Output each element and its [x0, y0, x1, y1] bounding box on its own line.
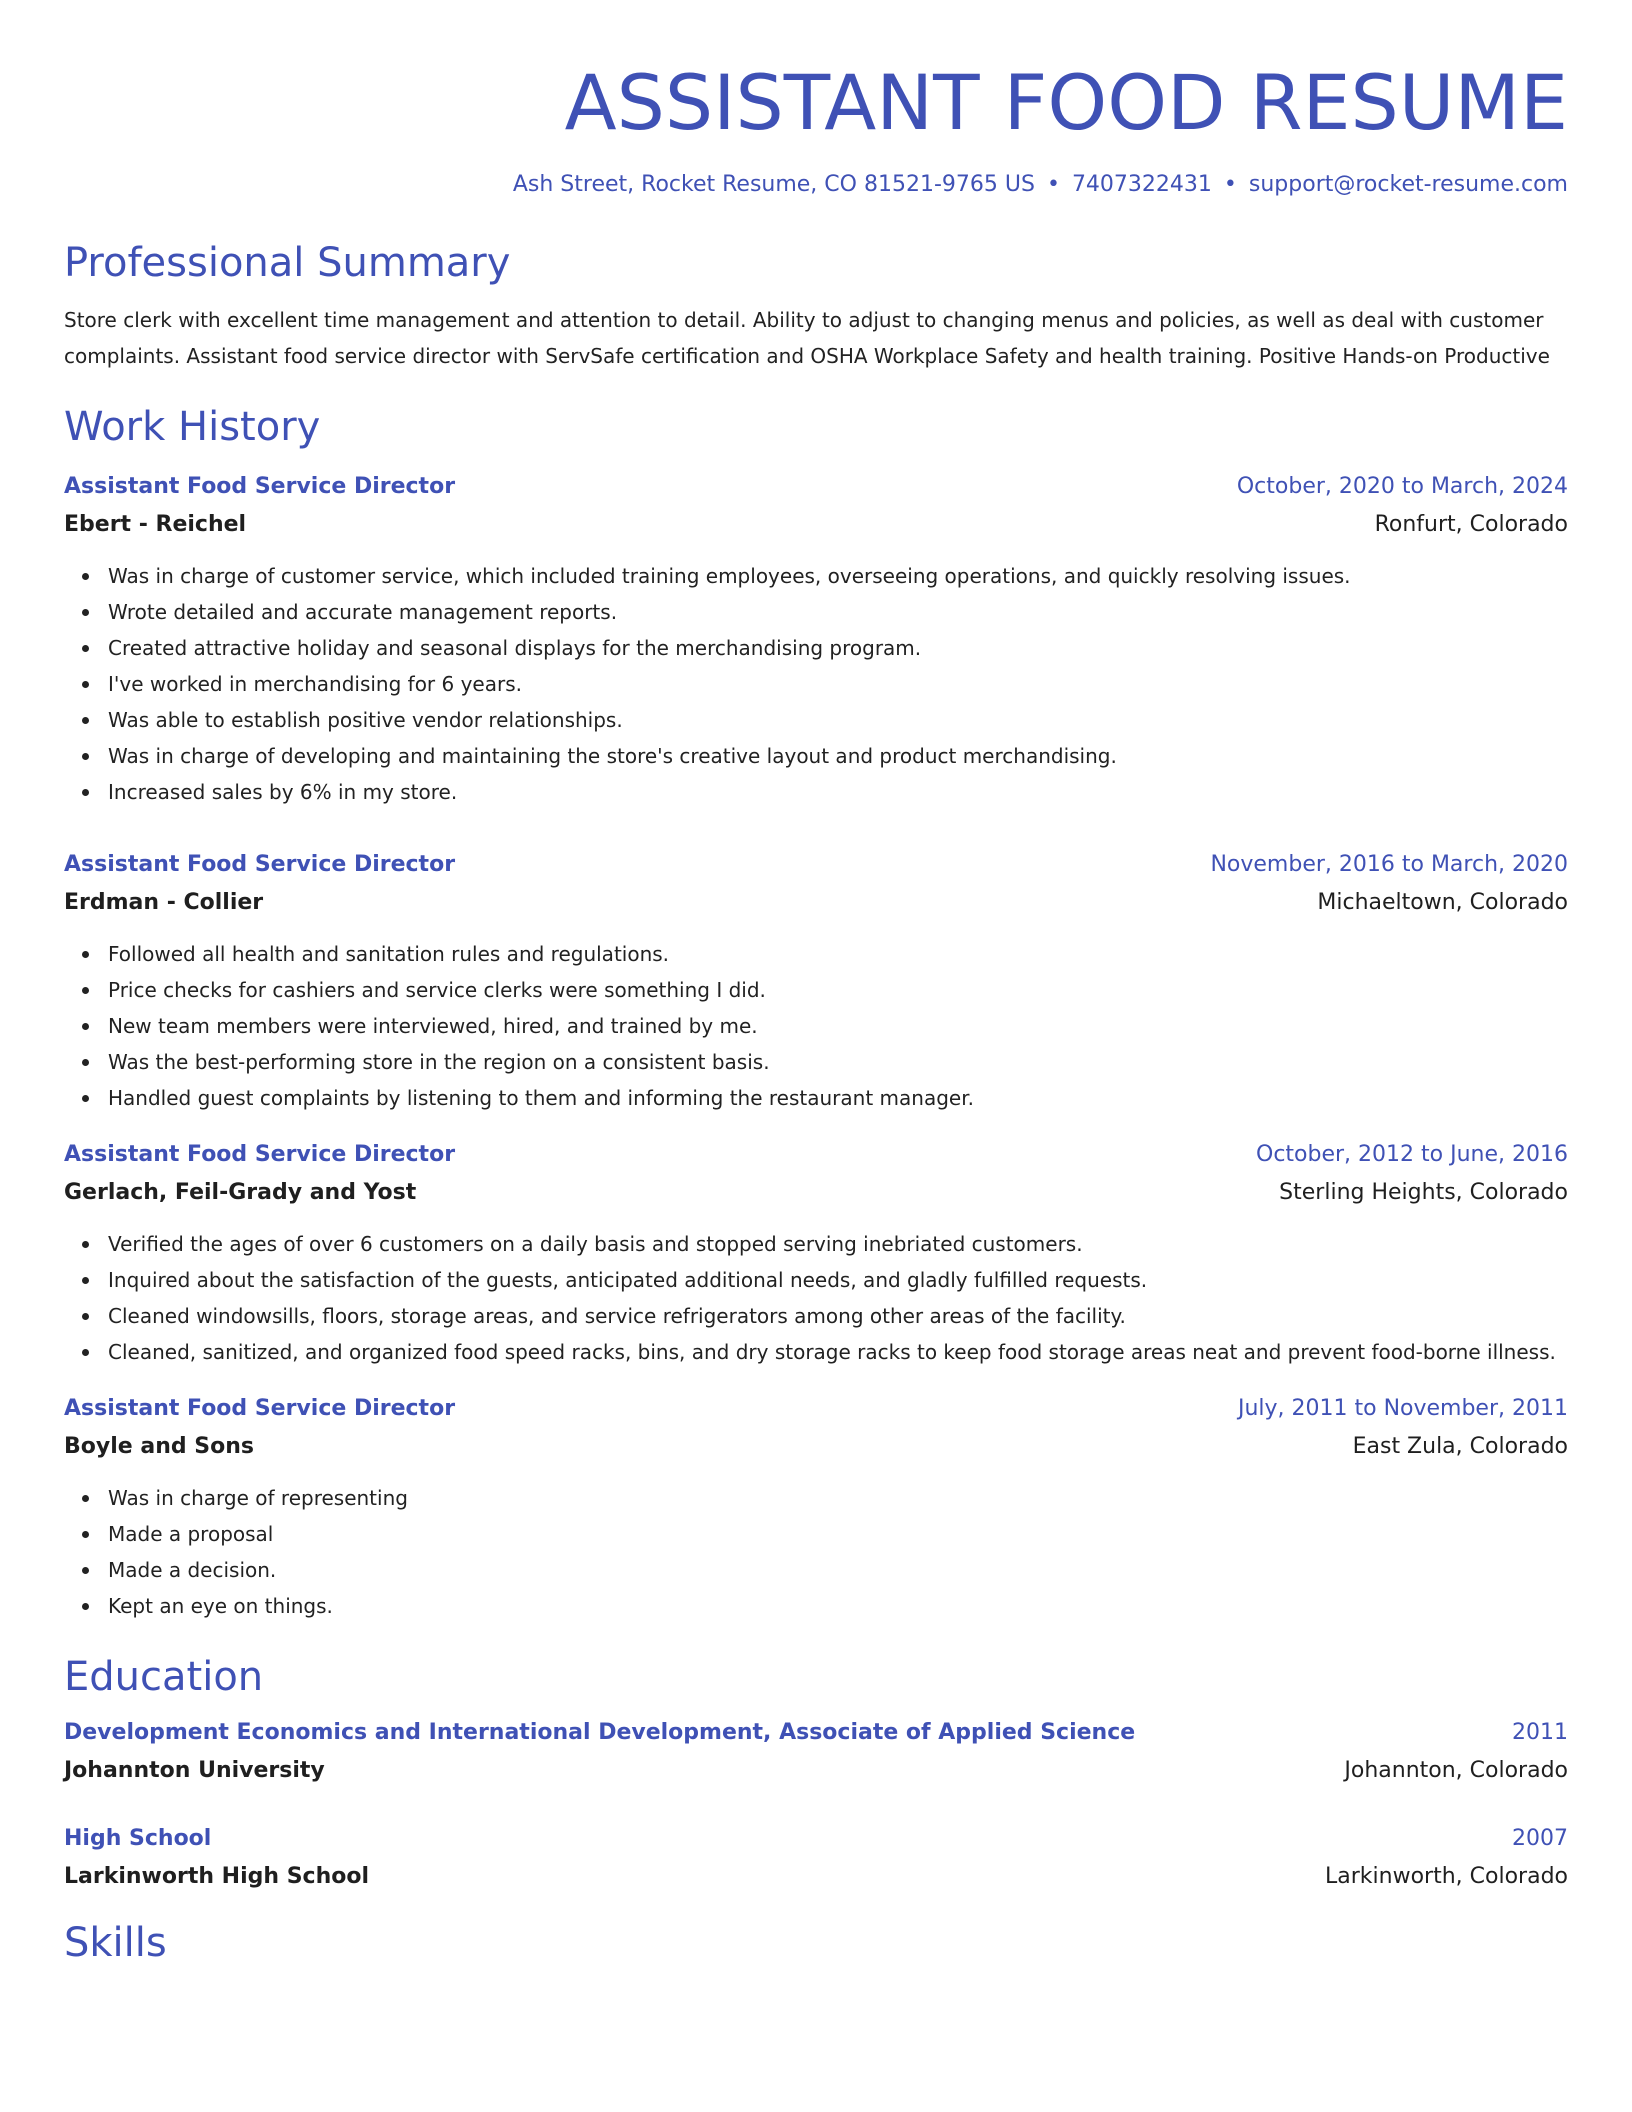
employer: Erdman - Collier: [64, 890, 264, 915]
list-item: Created attractive holiday and seasonal displays for the merchandising program.: [108, 630, 1568, 666]
email-link[interactable]: support@rocket-resume.com: [1248, 172, 1568, 197]
section-title-skills: Skills: [64, 1920, 167, 1966]
graduation-year: 2011: [1512, 1720, 1568, 1745]
list-item: I've worked in merchandising for 6 years.: [108, 666, 1568, 702]
list-item: Was in charge of developing and maintaining the store's creative layout and product merchandising.: [108, 738, 1568, 774]
job-bullets: [64, 1226, 1568, 1370]
list-item: Made a decision.: [108, 1552, 1568, 1588]
list-item: Verified the ages of over 6 customers on a daily basis and stopped serving inebriated customers.: [108, 1226, 1568, 1262]
job-location: Ronfurt, Colorado: [1374, 512, 1568, 537]
job-location: Sterling Heights, Colorado: [1279, 1180, 1568, 1205]
education-entry: [64, 1820, 1568, 1896]
job-dates: July, 2011 to November, 2011: [1237, 1396, 1568, 1421]
phone: 7407322431: [1071, 172, 1212, 197]
employer: Gerlach, Feil-Grady and Yost: [64, 1180, 417, 1205]
degree: High School: [64, 1826, 212, 1851]
list-item: Handled guest complaints by listening to them and informing the restaurant manager.: [108, 1080, 1568, 1116]
employer: Boyle and Sons: [64, 1434, 254, 1459]
job-title: Assistant Food Service Director: [64, 1142, 456, 1167]
list-item: Was able to establish positive vendor relationships.: [108, 702, 1568, 738]
list-item: Cleaned, sanitized, and organized food speed racks, bins, and dry storage racks to keep food storage areas neat and prevent food-borne illness.: [108, 1334, 1568, 1370]
list-item: Kept an eye on things.: [108, 1588, 1568, 1624]
section-title-education: Education: [64, 1654, 264, 1700]
job-dates: October, 2012 to June, 2016: [1256, 1142, 1568, 1167]
job-location: East Zula, Colorado: [1352, 1434, 1568, 1459]
list-item: Was in charge of representing: [108, 1480, 1568, 1516]
school-name: Larkinworth High School: [64, 1864, 370, 1889]
degree: Development Economics and International Development, Associate of Applied Science: [64, 1720, 1136, 1745]
list-item: Price checks for cashiers and service clerks were something I did.: [108, 972, 1568, 1008]
job-entry: [64, 846, 1568, 1116]
education-entry: [64, 1714, 1568, 1790]
job-dates: November, 2016 to March, 2020: [1210, 852, 1568, 877]
job-bullets: [64, 558, 1568, 810]
school-location: Larkinworth, Colorado: [1325, 1864, 1568, 1889]
list-item: Followed all health and sanitation rules and regulations.: [108, 936, 1568, 972]
list-item: Cleaned windowsills, floors, storage areas, and service refrigerators among other areas of the facility.: [108, 1298, 1568, 1334]
job-entry: [64, 1390, 1568, 1624]
section-title-work: Work History: [64, 404, 321, 450]
address: Ash Street, Rocket Resume, CO 81521-9765 US: [512, 172, 1035, 197]
list-item: Was in charge of customer service, which included training employees, overseeing operations, and quickly resolving issues.: [108, 558, 1568, 594]
contact-line: [64, 170, 1568, 200]
list-item: Inquired about the satisfaction of the guests, anticipated additional needs, and gladly fulfilled requests.: [108, 1262, 1568, 1298]
list-item: Increased sales by 6% in my store.: [108, 774, 1568, 810]
section-title-summary: Professional Summary: [64, 240, 511, 286]
job-dates: October, 2020 to March, 2024: [1236, 474, 1568, 499]
job-title: Assistant Food Service Director: [64, 852, 456, 877]
job-entry: [64, 1136, 1568, 1370]
list-item: New team members were interviewed, hired, and trained by me.: [108, 1008, 1568, 1044]
school-name: Johannton University: [64, 1758, 325, 1783]
job-bullets: [64, 1480, 1568, 1624]
job-title: Assistant Food Service Director: [64, 474, 456, 499]
list-item: Wrote detailed and accurate management reports.: [108, 594, 1568, 630]
graduation-year: 2007: [1512, 1826, 1568, 1851]
separator: •: [1223, 172, 1237, 197]
resume-title: ASSISTANT FOOD RESUME: [564, 58, 1568, 147]
list-item: Was the best-performing store in the region on a consistent basis.: [108, 1044, 1568, 1080]
job-entry: [64, 468, 1568, 810]
job-title: Assistant Food Service Director: [64, 1396, 456, 1421]
employer: Ebert - Reichel: [64, 512, 247, 537]
separator: •: [1046, 172, 1060, 197]
job-location: Michaeltown, Colorado: [1317, 890, 1568, 915]
job-bullets: [64, 936, 1568, 1116]
summary-text: Store clerk with excellent time management and attention to detail. Ability to adjust to changing menus and policies, as well as deal with customer complaints. Assistant food service director with ServSafe certification and OSHA Workplace Safety and health training. Positive Hands-on Productive: [64, 308, 1550, 368]
list-item: Made a proposal: [108, 1516, 1568, 1552]
school-location: Johannton, Colorado: [1344, 1758, 1568, 1783]
